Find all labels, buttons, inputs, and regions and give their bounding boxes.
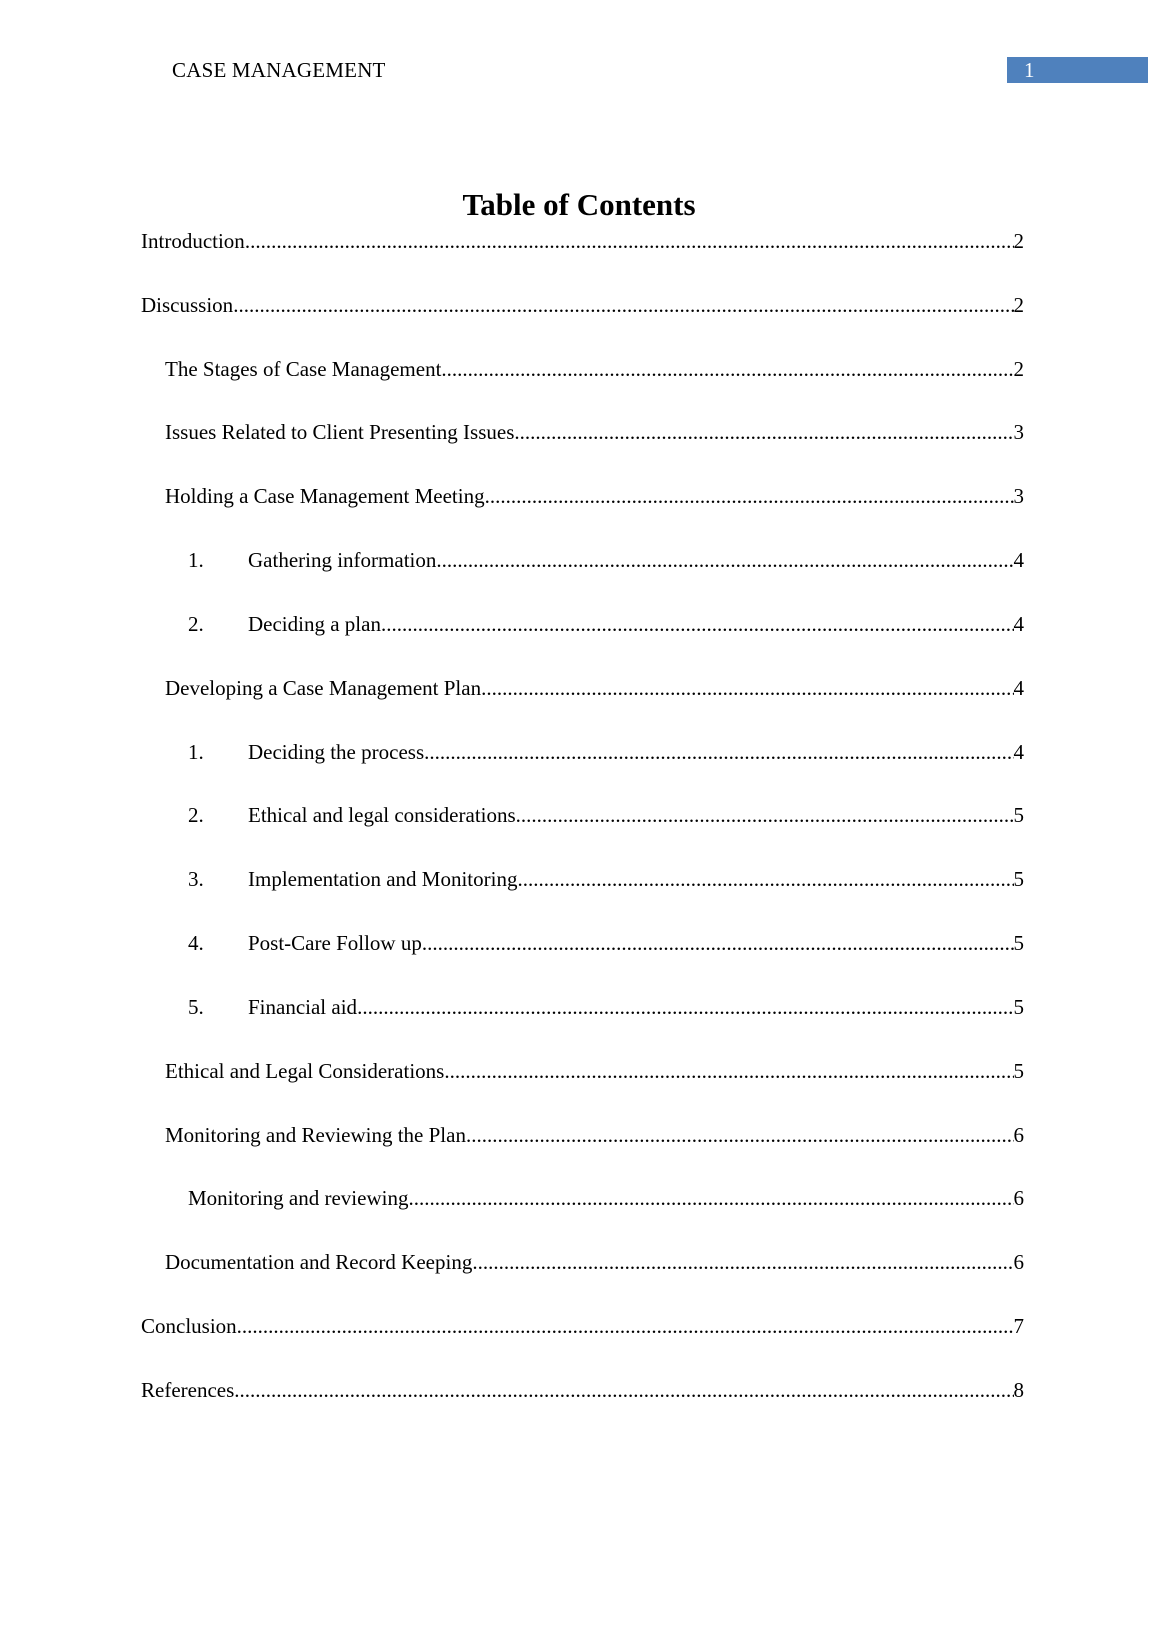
toc-entry-post-care-follow-up[interactable] — [188, 929, 1024, 957]
toc-entry-page: 6 — [1013, 1250, 1024, 1274]
toc-entry-developing-plan[interactable] — [165, 674, 1024, 702]
toc-entry-page: 5 — [1013, 995, 1024, 1019]
toc-heading: Table of Contents — [462, 187, 696, 222]
toc-entry-label: Financial aid — [248, 995, 358, 1019]
dot-leader — [472, 1248, 1013, 1276]
toc-entry-label: Deciding a plan — [248, 612, 381, 636]
toc-entry-label: Post-Care Follow up — [248, 931, 422, 955]
toc-entry-page: 2 — [1013, 229, 1024, 253]
toc-entry-number: 2. — [188, 803, 204, 827]
toc-entry-holding-meeting[interactable] — [165, 482, 1024, 510]
toc-entry-references[interactable] — [141, 1376, 1024, 1404]
toc-entry-page: 5 — [1013, 867, 1024, 891]
dot-leader — [422, 929, 1014, 957]
toc-entry-page: 5 — [1013, 803, 1024, 827]
toc-entry-ethical-legal-considerations-sub[interactable] — [188, 801, 1024, 829]
toc-entry-page: 4 — [1013, 548, 1024, 572]
dot-leader — [424, 738, 1013, 766]
page-number: 1 — [1024, 58, 1035, 82]
toc-entry-page: 2 — [1013, 357, 1024, 381]
toc-entry-label: Holding a Case Management Meeting — [165, 484, 485, 508]
toc-entry-label: Monitoring and Reviewing the Plan — [165, 1123, 466, 1147]
toc-entry-label: Discussion — [141, 293, 234, 317]
toc-entry-implementation-monitoring[interactable] — [188, 865, 1024, 893]
toc-entry-page: 2 — [1013, 293, 1024, 317]
toc-entry-financial-aid[interactable] — [188, 993, 1024, 1021]
toc-entry-client-presenting-issues[interactable] — [165, 418, 1024, 446]
dot-leader — [514, 418, 1013, 446]
toc-entry-stages-of-case-management[interactable] — [165, 355, 1024, 383]
toc-entry-documentation-record-keeping[interactable] — [165, 1248, 1024, 1276]
toc-entry-label: Conclusion — [141, 1314, 237, 1338]
toc-entry-page: 6 — [1013, 1186, 1024, 1210]
dot-leader — [408, 1184, 1013, 1212]
toc-entry-label: Developing a Case Management Plan — [165, 676, 482, 700]
toc-entry-label: Documentation and Record Keeping — [165, 1250, 473, 1274]
dot-leader — [357, 993, 1013, 1021]
toc-entry-monitoring-reviewing-plan[interactable] — [165, 1121, 1024, 1149]
toc-entry-label: Deciding the process — [248, 740, 425, 764]
toc-entry-number: 1. — [188, 740, 204, 764]
toc-entry-label: Issues Related to Client Presenting Issues — [165, 420, 515, 444]
toc-entry-page: 3 — [1013, 484, 1024, 508]
toc-entry-page: 5 — [1013, 931, 1024, 955]
toc-entry-label: Ethical and Legal Considerations — [165, 1059, 445, 1083]
dot-leader — [237, 1312, 1014, 1340]
toc-entry-number: 3. — [188, 867, 204, 891]
toc-entry-conclusion[interactable] — [141, 1312, 1024, 1340]
toc-entry-gathering-information[interactable] — [188, 546, 1024, 574]
toc-entry-deciding-a-plan[interactable] — [188, 610, 1024, 638]
dot-leader — [444, 1057, 1013, 1085]
toc-entry-page: 7 — [1013, 1314, 1024, 1338]
toc-entry-page: 4 — [1013, 740, 1024, 764]
toc-entry-number: 2. — [188, 612, 204, 636]
dot-leader — [436, 546, 1013, 574]
dot-leader — [233, 291, 1013, 319]
toc-entry-label: The Stages of Case Management — [165, 357, 442, 381]
dot-leader — [245, 227, 1014, 255]
toc-entry-label: Monitoring and reviewing — [188, 1186, 409, 1210]
dot-leader — [441, 355, 1013, 383]
toc-entry-deciding-the-process[interactable] — [188, 738, 1024, 766]
toc-entry-number: 4. — [188, 931, 204, 955]
dot-leader — [481, 674, 1013, 702]
toc-entry-label: Implementation and Monitoring — [248, 867, 518, 891]
dot-leader — [517, 865, 1013, 893]
dot-leader — [234, 1376, 1013, 1404]
toc-entry-introduction[interactable] — [141, 227, 1024, 255]
toc-entry-label: Introduction — [141, 229, 245, 253]
toc-entry-number: 5. — [188, 995, 204, 1019]
toc-entry-page: 6 — [1013, 1123, 1024, 1147]
dot-leader — [485, 482, 1014, 510]
toc-entry-label: Gathering information — [248, 548, 437, 572]
toc-entry-page: 3 — [1013, 420, 1024, 444]
toc-entry-ethical-legal-considerations[interactable] — [165, 1057, 1024, 1085]
toc-entry-number: 1. — [188, 548, 204, 572]
toc-entry-discussion[interactable] — [141, 291, 1024, 319]
dot-leader — [516, 801, 1014, 829]
dot-leader — [381, 610, 1014, 638]
toc-entry-label: References — [141, 1378, 235, 1402]
toc-entry-monitoring-reviewing[interactable] — [188, 1184, 1024, 1212]
running-header-title: CASE MANAGEMENT — [172, 58, 386, 82]
dot-leader — [466, 1121, 1014, 1149]
toc-entry-page: 4 — [1013, 676, 1024, 700]
toc-entry-page: 5 — [1013, 1059, 1024, 1083]
toc-entry-label: Ethical and legal considerations — [248, 803, 516, 827]
toc-entry-page: 4 — [1013, 612, 1024, 636]
toc-entry-page: 8 — [1013, 1378, 1024, 1402]
